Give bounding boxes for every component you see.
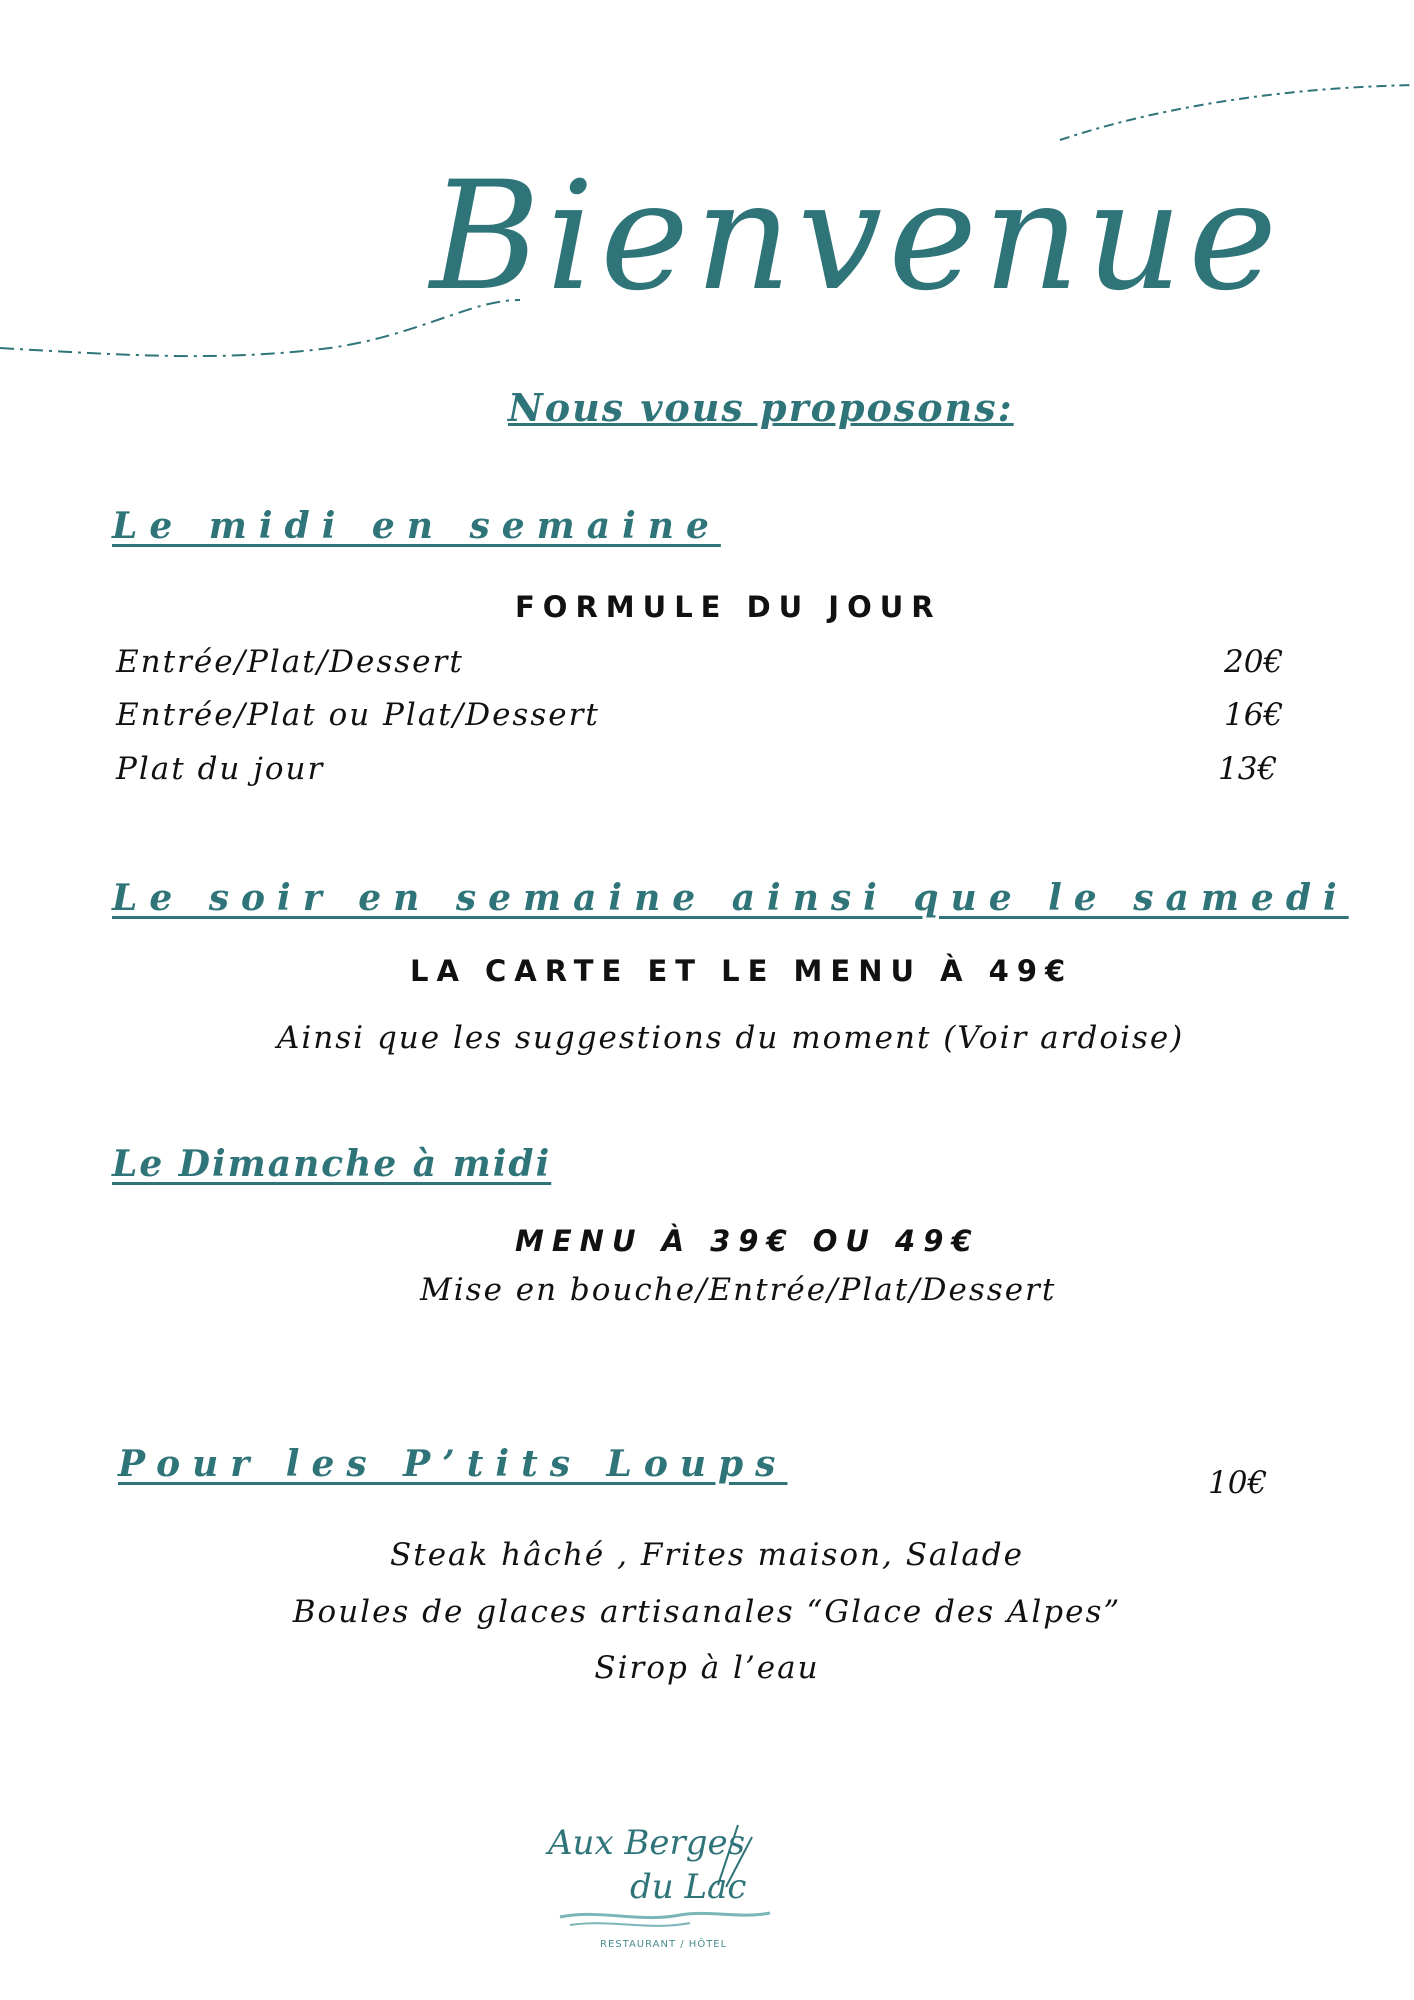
section-title-dimanche: Le Dimanche à midi — [112, 1143, 552, 1185]
midi-item-price: 16€ — [1224, 697, 1284, 733]
section-title-midi: Le midi en semaine — [112, 505, 721, 547]
logo-line2: du Lac — [630, 1867, 747, 1907]
midi-heading: FORMULE DU JOUR — [515, 590, 942, 624]
dimanche-note: Mise en bouche/Entrée/Plat/Dessert — [420, 1272, 1057, 1308]
loups-price: 10€ — [1208, 1465, 1268, 1501]
restaurant-logo — [530, 1815, 790, 1965]
midi-item-label: Plat du jour — [116, 751, 325, 787]
loups-item: Steak hâché , Frites maison, Salade — [390, 1537, 1024, 1573]
midi-item-label: Entrée/Plat/Dessert — [116, 644, 464, 680]
soir-heading: LA CARTE ET LE MENU À 49€ — [410, 954, 1074, 988]
soir-note: Ainsi que les suggestions du moment (Voir ardoise) — [277, 1020, 1185, 1056]
midi-item-price: 20€ — [1224, 644, 1284, 680]
logo-tagline: RESTAURANT / HÔTEL — [600, 1939, 728, 1950]
loups-item: Sirop à l’eau — [594, 1650, 820, 1686]
loups-item: Boules de glaces artisanales “Glace des Alpes” — [292, 1594, 1122, 1630]
midi-item-label: Entrée/Plat ou Plat/Dessert — [116, 697, 600, 733]
dimanche-heading: MENU À 39€ OU 49€ — [515, 1224, 980, 1258]
logo-line1: Aux Berges — [548, 1823, 746, 1863]
section-title-loups: Pour les P’tits Loups — [118, 1443, 788, 1485]
section-title-soir: Le soir en semaine ainsi que le samedi — [112, 877, 1349, 919]
subtitle: Nous vous proposons: — [508, 385, 1014, 430]
midi-item-price: 13€ — [1218, 751, 1278, 787]
welcome-title: Bienvenue — [430, 150, 1284, 324]
